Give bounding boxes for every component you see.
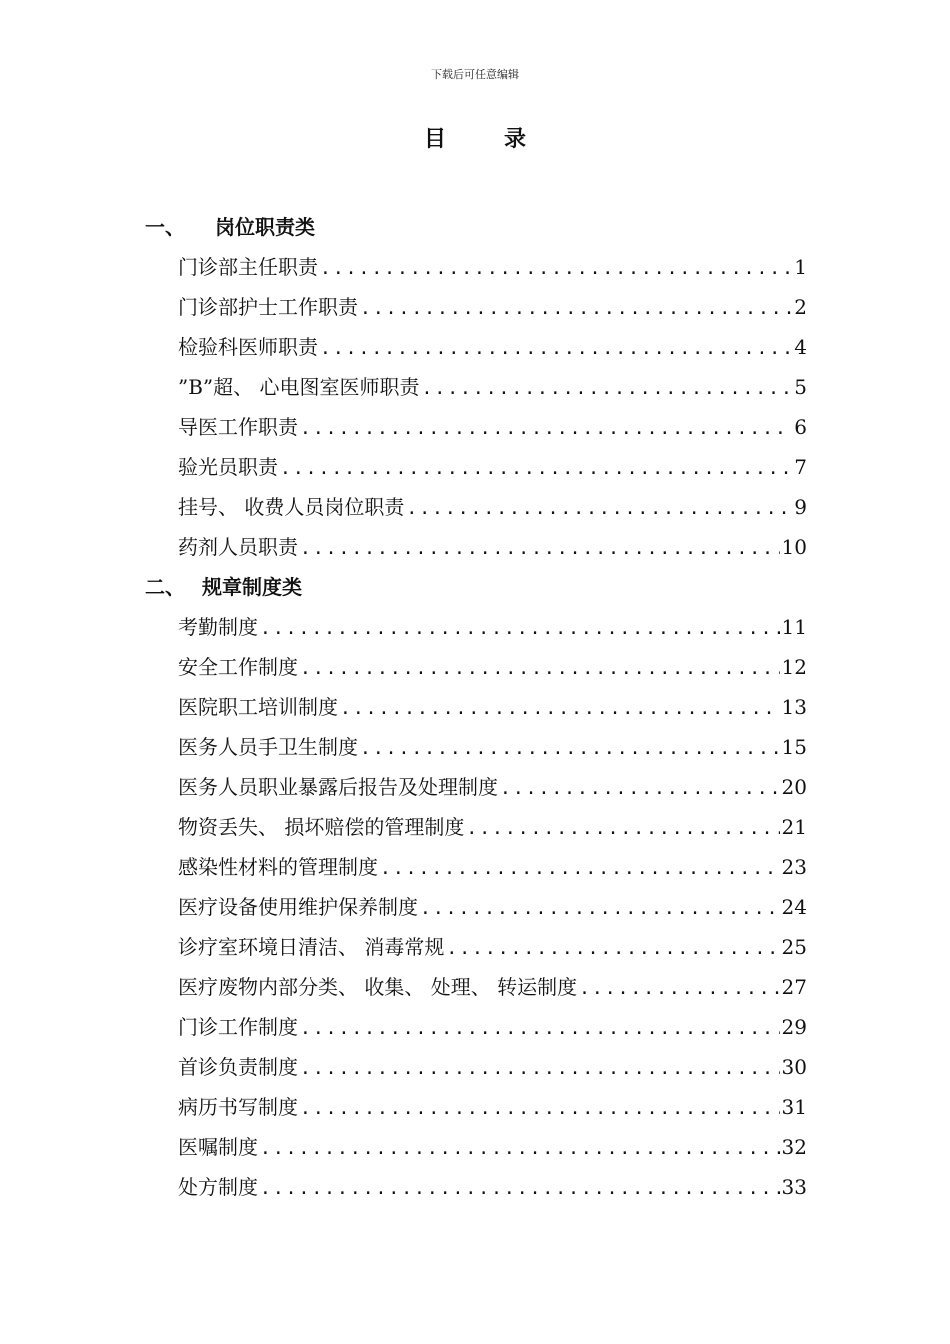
toc-entry-label: 处方制度 bbox=[178, 1167, 258, 1207]
section-title: 岗位职责类 bbox=[215, 215, 315, 239]
toc-entry-page-number: 7 bbox=[794, 455, 807, 479]
toc-entry-label: 医务人员职业暴露后报告及处理制度 bbox=[178, 767, 498, 807]
toc-entry-page-number: 20 bbox=[781, 775, 807, 799]
section-entries bbox=[0, 247, 950, 567]
dot-leader bbox=[422, 369, 793, 409]
dot-leader bbox=[300, 409, 792, 449]
dot-leader bbox=[260, 1169, 780, 1209]
dot-leader bbox=[300, 529, 780, 569]
dot-leader bbox=[300, 1049, 780, 1089]
header-note: 下载后可任意编辑 bbox=[431, 68, 519, 81]
toc-entry-label: ”B”超、 心电图室医师职责 bbox=[178, 367, 420, 407]
toc-entry[interactable] bbox=[178, 287, 807, 327]
toc-entry-page-number: 5 bbox=[794, 375, 807, 399]
toc-entry[interactable] bbox=[178, 927, 807, 967]
section-title: 规章制度类 bbox=[202, 575, 302, 599]
section-number: 二、 bbox=[145, 575, 185, 599]
toc-entry[interactable] bbox=[178, 1167, 807, 1207]
dot-leader bbox=[280, 449, 792, 489]
toc-entry-label: 首诊负责制度 bbox=[178, 1047, 298, 1087]
toc-entry-page-number: 21 bbox=[781, 815, 807, 839]
toc-entry-label: 医务人员手卫生制度 bbox=[178, 727, 358, 767]
toc-entry-page-number: 29 bbox=[781, 1015, 807, 1039]
toc-entry-page-number: 4 bbox=[794, 335, 807, 359]
toc-entry[interactable] bbox=[178, 647, 807, 687]
toc-entry-page-number: 6 bbox=[794, 415, 807, 439]
dot-leader bbox=[406, 489, 792, 529]
section-heading[interactable] bbox=[0, 567, 950, 607]
dot-leader bbox=[420, 889, 780, 929]
dot-leader bbox=[260, 1129, 780, 1169]
dot-leader bbox=[300, 649, 780, 689]
dot-leader bbox=[360, 289, 792, 329]
toc-entry-label: 安全工作制度 bbox=[178, 647, 298, 687]
toc-entry[interactable] bbox=[178, 327, 807, 367]
section-heading[interactable] bbox=[0, 207, 950, 247]
dot-leader bbox=[466, 809, 779, 849]
toc-entry[interactable] bbox=[178, 807, 807, 847]
table-of-contents bbox=[0, 207, 950, 1207]
toc-entry-label: 导医工作职责 bbox=[178, 407, 298, 447]
dot-leader bbox=[360, 729, 780, 769]
dot-leader bbox=[500, 769, 780, 809]
toc-entry[interactable] bbox=[178, 1007, 807, 1047]
toc-entry-label: 物资丢失、 损坏赔偿的管理制度 bbox=[178, 807, 464, 847]
dot-leader bbox=[260, 609, 780, 649]
section-entries bbox=[0, 607, 950, 1207]
toc-entry-label: 检验科医师职责 bbox=[178, 327, 318, 367]
toc-entry[interactable] bbox=[178, 1047, 807, 1087]
toc-entry-page-number: 15 bbox=[781, 735, 807, 759]
toc-entry-page-number: 9 bbox=[794, 495, 807, 519]
toc-entry[interactable] bbox=[178, 727, 807, 767]
toc-entry[interactable] bbox=[178, 887, 807, 927]
toc-entry[interactable] bbox=[178, 607, 807, 647]
toc-entry-page-number: 11 bbox=[781, 615, 807, 639]
toc-entry[interactable] bbox=[178, 367, 807, 407]
dot-leader bbox=[320, 329, 792, 369]
toc-entry-label: 药剂人员职责 bbox=[178, 527, 298, 567]
toc-entry[interactable] bbox=[178, 527, 807, 567]
dot-leader bbox=[320, 249, 792, 289]
section-number: 一、 bbox=[145, 215, 185, 239]
dot-leader bbox=[300, 1009, 780, 1049]
dot-leader bbox=[300, 1089, 780, 1129]
toc-entry-label: 诊疗室环境日清洁、 消毒常规 bbox=[178, 927, 444, 967]
toc-entry-page-number: 24 bbox=[781, 895, 807, 919]
toc-entry-page-number: 1 bbox=[794, 255, 807, 279]
toc-entry-page-number: 31 bbox=[781, 1095, 807, 1119]
toc-entry-page-number: 32 bbox=[781, 1135, 807, 1159]
toc-entry-label: 医院职工培训制度 bbox=[178, 687, 338, 727]
dot-leader bbox=[340, 689, 780, 729]
toc-entry-label: 门诊部护士工作职责 bbox=[178, 287, 358, 327]
toc-entry-page-number: 12 bbox=[781, 655, 807, 679]
toc-entry-label: 医嘱制度 bbox=[178, 1127, 258, 1167]
toc-entry[interactable] bbox=[178, 247, 807, 287]
toc-entry-page-number: 23 bbox=[781, 855, 807, 879]
toc-entry-label: 验光员职责 bbox=[178, 447, 278, 487]
toc-entry-label: 挂号、 收费人员岗位职责 bbox=[178, 487, 404, 527]
toc-entry[interactable] bbox=[178, 847, 807, 887]
toc-entry[interactable] bbox=[178, 1087, 807, 1127]
toc-entry[interactable] bbox=[178, 687, 807, 727]
dot-leader bbox=[446, 929, 779, 969]
dot-leader bbox=[579, 969, 779, 1009]
toc-entry-page-number: 25 bbox=[781, 935, 807, 959]
toc-entry-label: 病历书写制度 bbox=[178, 1087, 298, 1127]
toc-entry-label: 感染性材料的管理制度 bbox=[178, 847, 378, 887]
page-title: 目录 bbox=[423, 126, 584, 152]
toc-entry-page-number: 30 bbox=[781, 1055, 807, 1079]
toc-entry[interactable] bbox=[178, 447, 807, 487]
toc-entry-page-number: 27 bbox=[781, 975, 807, 999]
dot-leader bbox=[380, 849, 780, 889]
toc-entry-page-number: 10 bbox=[781, 535, 807, 559]
toc-entry-page-number: 33 bbox=[781, 1175, 807, 1199]
toc-entry[interactable] bbox=[178, 407, 807, 447]
toc-entry-page-number: 2 bbox=[794, 295, 807, 319]
toc-entry-label: 考勤制度 bbox=[178, 607, 258, 647]
toc-entry[interactable] bbox=[178, 1127, 807, 1167]
toc-entry-label: 门诊部主任职责 bbox=[178, 247, 318, 287]
toc-entry-label: 门诊工作制度 bbox=[178, 1007, 298, 1047]
toc-entry[interactable] bbox=[178, 967, 807, 1007]
toc-entry-page-number: 13 bbox=[781, 695, 807, 719]
toc-entry-label: 医疗设备使用维护保养制度 bbox=[178, 887, 418, 927]
toc-entry-label: 医疗废物内部分类、 收集、 处理、 转运制度 bbox=[178, 967, 577, 1007]
toc-entry[interactable] bbox=[178, 767, 807, 807]
toc-entry[interactable] bbox=[178, 487, 807, 527]
